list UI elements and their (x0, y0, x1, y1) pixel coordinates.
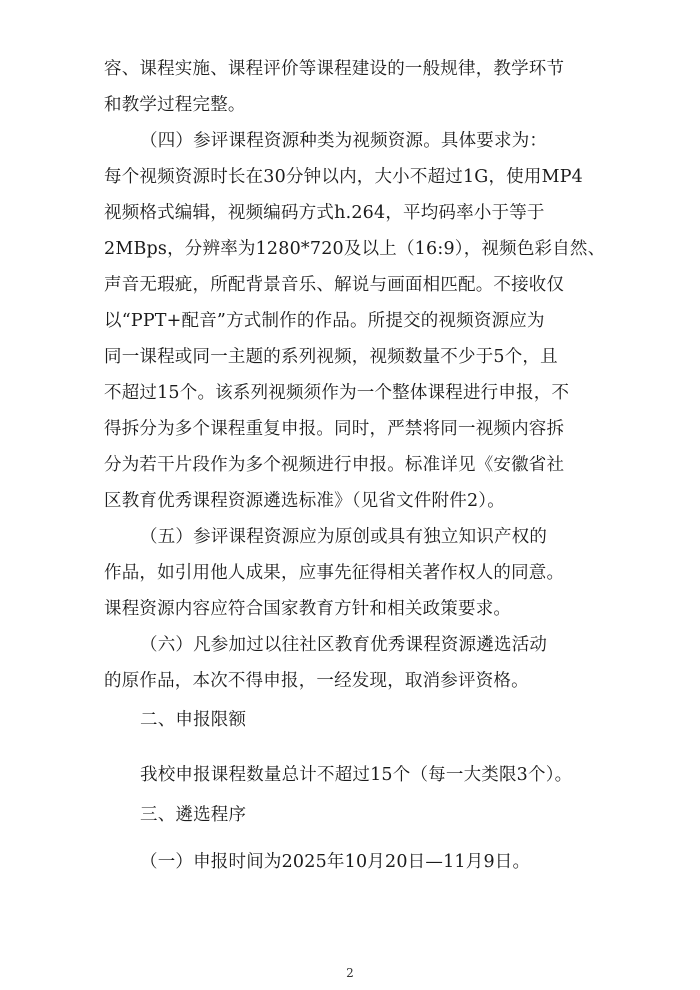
paragraph-item-4: （四）参评课程资源种类为视频资源。具体要求为： (140, 131, 548, 151)
section-heading-selection-procedure: 三、遴选程序 (140, 805, 247, 825)
paragraph-item-6: （六）凡参加过以往社区教育优秀课程资源遴选活动 (140, 635, 548, 655)
body-text-line: 声音无瑕疵，所配背景音乐、解说与画面相匹配。不接收仅 (104, 275, 565, 295)
body-text-line: 2MBps，分辨率为1280*720及以上（16:9），视频色彩自然、 (104, 239, 606, 259)
body-text-line: 课程资源内容应符合国家教育方针和相关政策要求。 (104, 599, 512, 619)
body-text-line: 作品，如引用他人成果，应事先征得相关著作权人的同意。 (104, 563, 565, 583)
section-heading-quota: 二、申报限额 (140, 710, 247, 730)
body-text-line: 视频格式编辑，视频编码方式h.264，平均码率小于等于 (104, 203, 545, 223)
body-text-line: 以“PPT+配音”方式制作的作品。所提交的视频资源应为 (104, 311, 545, 331)
body-text-line: 每个视频资源时长在30分钟以内，大小不超过1G，使用MP4 (104, 167, 584, 187)
quota-text: 我校申报课程数量总计不超过15个（每一大类限3个）。 (140, 765, 573, 785)
application-period-text: （一）申报时间为2025年10月20日—11月9日。 (140, 852, 531, 872)
body-text-line: 和教学过程完整。 (104, 95, 246, 115)
body-text-line: 得拆分为多个课程重复申报。同时，严禁将同一视频内容拆 (104, 419, 565, 439)
body-text-line: 分为若干片段作为多个视频进行申报。标准详见《安徽省社 (104, 455, 565, 475)
body-text-line: 同一课程或同一主题的系列视频，视频数量不少于5个，且 (104, 347, 558, 367)
body-text-line: 区教育优秀课程资源遴选标准》（见省文件附件2）。 (104, 491, 505, 511)
body-text-line: 不超过15个。该系列视频须作为一个整体课程进行申报，不 (104, 383, 570, 403)
page-number: 2 (346, 966, 354, 980)
paragraph-item-5: （五）参评课程资源应为原创或具有独立知识产权的 (140, 527, 548, 547)
body-text-line: 的原作品，本次不得申报，一经发现，取消参评资格。 (104, 671, 529, 691)
body-text-line: 容、课程实施、课程评价等课程建设的一般规律，教学环节 (104, 59, 565, 79)
